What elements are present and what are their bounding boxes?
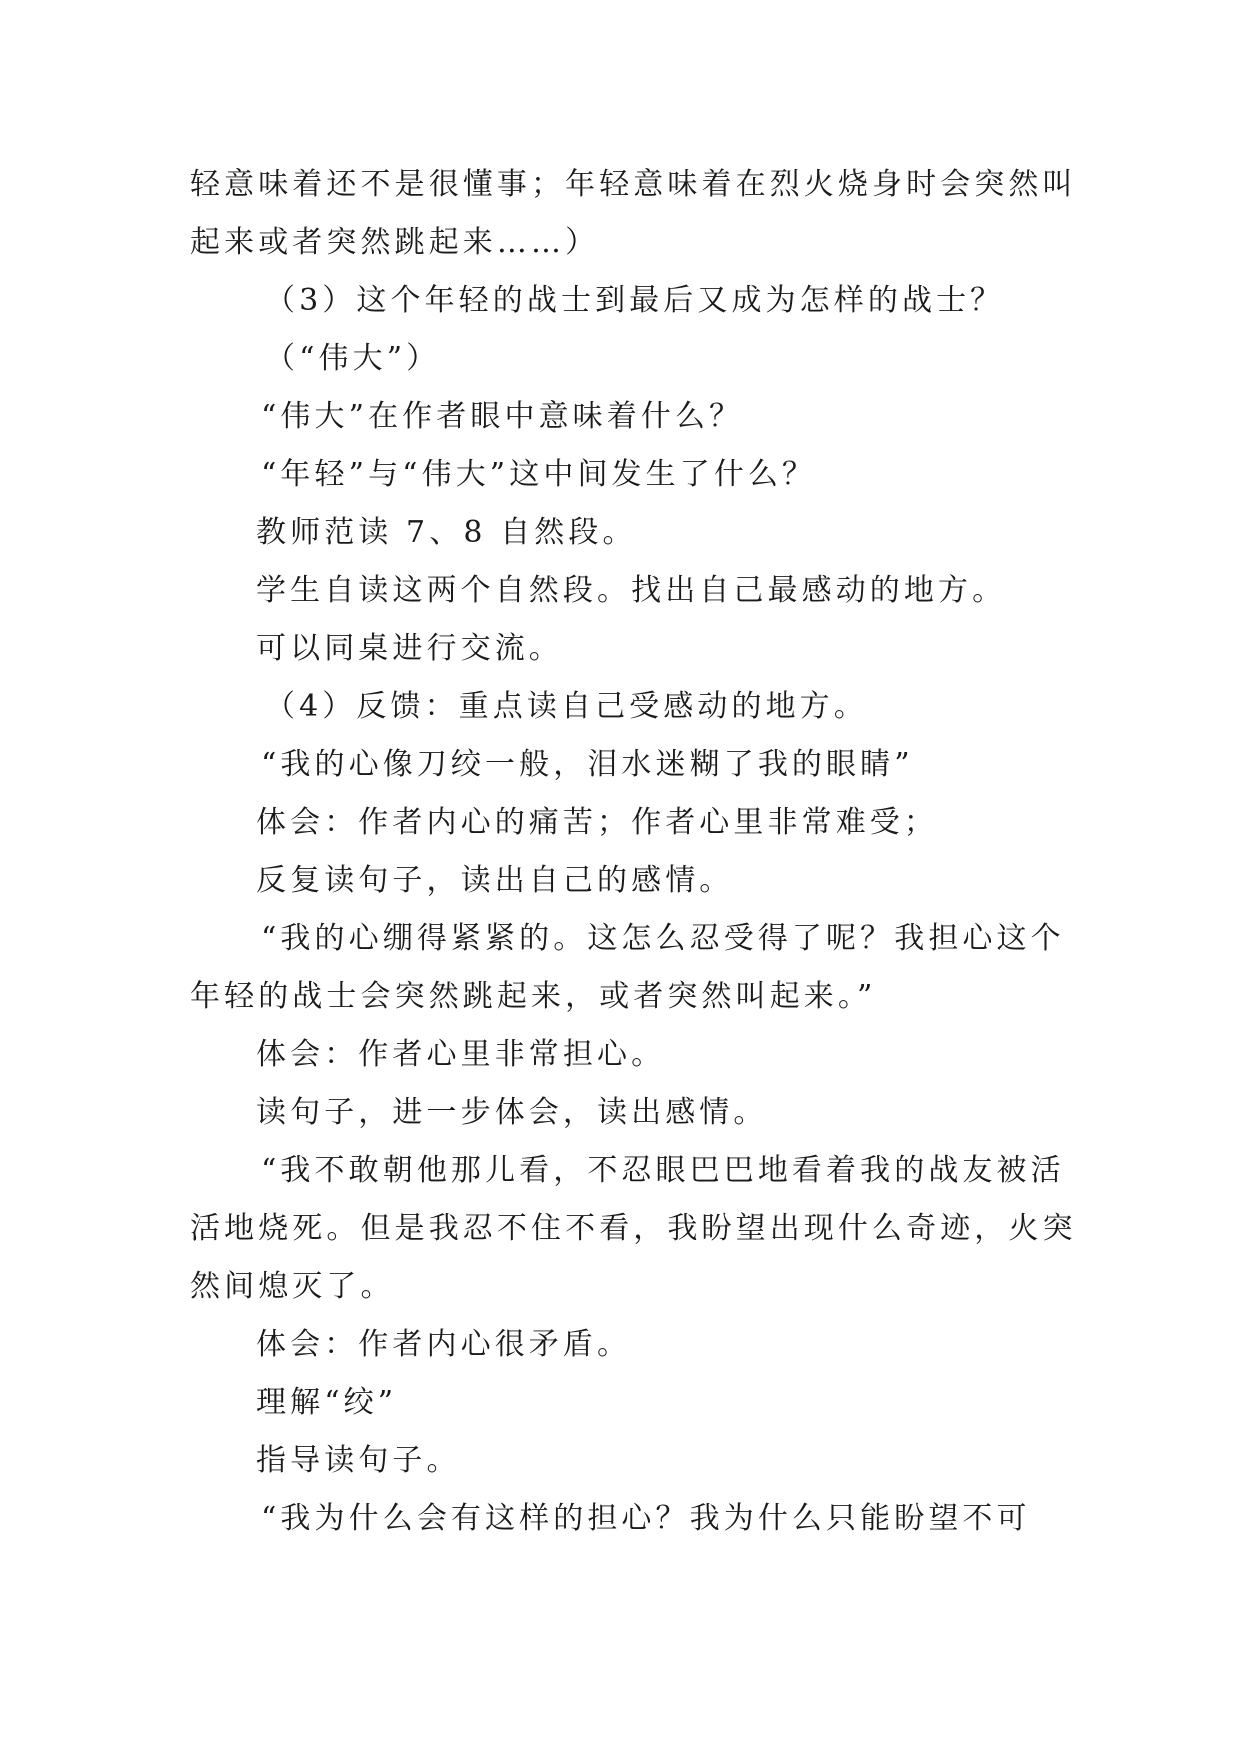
- text-line-14: “我的心绷得紧紧的。这怎么忍受得了呢？我担心这个: [261, 921, 1065, 956]
- text-line-18: “我不敢朝他那儿看，不忍眼巴巴地看着我的战友被活: [261, 1153, 1065, 1188]
- text-line-4: （“伟大”）: [265, 341, 441, 376]
- text-line-19: 活地烧死。但是我忍不住不看，我盼望出现什么奇迹，火突: [190, 1211, 1077, 1246]
- text-line-11: “我的心像刀绞一般，泪水迷糊了我的眼睛”: [261, 747, 914, 782]
- text-line-9: 可以同桌进行交流。: [256, 631, 563, 666]
- text-line-13: 反复读句子，读出自己的感情。: [256, 863, 734, 898]
- text-line-17: 读句子，进一步体会，读出感情。: [256, 1095, 768, 1130]
- text-line-1: 轻意味着还不是很懂事；年轻意味着在烈火烧身时会突然叫: [190, 167, 1077, 202]
- text-line-12: 体会：作者内心的痛苦；作者心里非常难受；: [256, 805, 938, 840]
- text-line-2: 起来或者突然跳起来……）: [190, 225, 600, 260]
- text-line-21: 体会：作者内心很矛盾。: [256, 1327, 632, 1362]
- text-line-24: “我为什么会有这样的担心？我为什么只能盼望不可: [261, 1501, 1031, 1536]
- text-line-5: “伟大”在作者眼中意味着什么？: [261, 399, 744, 434]
- text-line-8: 学生自读这两个自然段。找出自己最感动的地方。: [256, 573, 1007, 608]
- text-line-3: （3）这个年轻的战士到最后又成为怎样的战士？: [265, 283, 1005, 318]
- text-line-20: 然间熄灭了。: [190, 1269, 395, 1304]
- text-line-16: 体会：作者心里非常担心。: [256, 1037, 666, 1072]
- text-line-7: 教师范读 7、8 自然段。: [256, 515, 637, 550]
- text-line-10: （4）反馈：重点读自己受感动的地方。: [265, 689, 868, 724]
- text-line-22: 理解“绞”: [256, 1385, 398, 1420]
- text-line-15: 年轻的战士会突然跳起来，或者突然叫起来。”: [190, 979, 877, 1014]
- text-line-23: 指导读句子。: [256, 1443, 461, 1478]
- text-line-6: “年轻”与“伟大”这中间发生了什么？: [261, 457, 817, 492]
